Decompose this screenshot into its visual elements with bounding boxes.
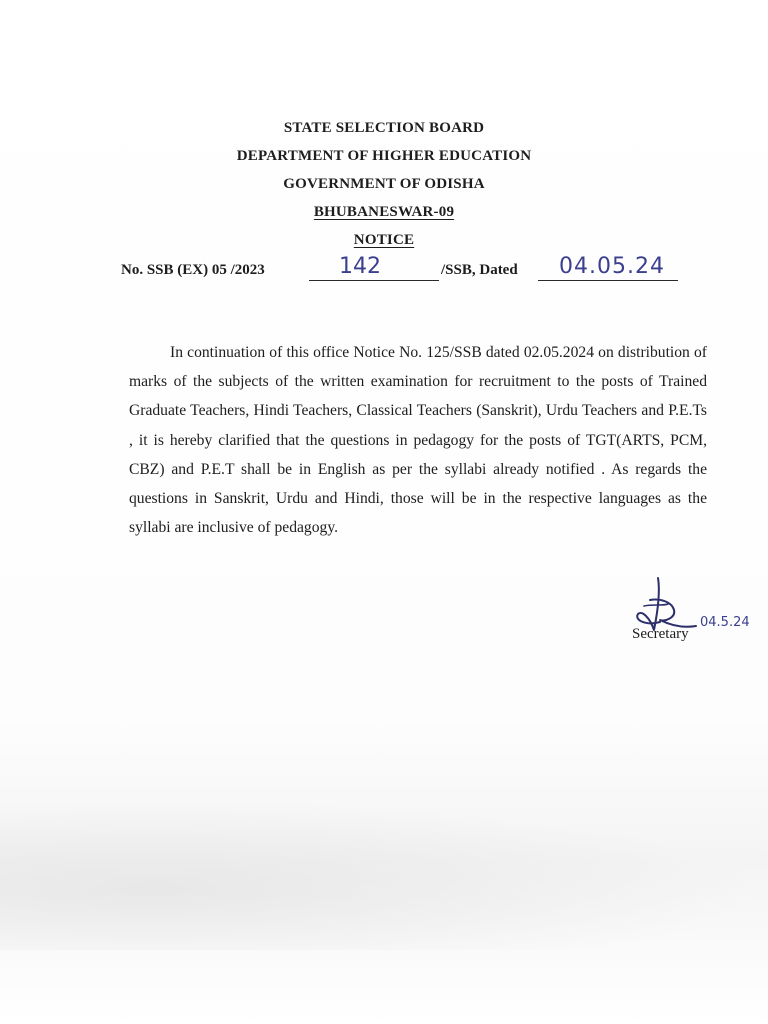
paper-shadow bbox=[0, 800, 768, 950]
reference-prefix: No. SSB (EX) 05 /2023 bbox=[121, 262, 265, 278]
notice-body bbox=[129, 338, 707, 542]
reference-middle: /SSB, Dated bbox=[441, 262, 518, 278]
handwritten-notice-number: 142 bbox=[339, 254, 381, 279]
notice-paragraph: In continuation of this office Notice No. 125/SSB dated 02.05.2024 on distribution of marks of the subjects of the written examination for recruitment to the posts of Trained Graduate Teachers, Hindi Teachers, Classical Teachers (Sanskrit), Urdu Teachers and P.E.Ts , it is hereby clarified that the questions in pedagogy for the posts of TGT(ARTS, PCM, CBZ) and P.E.T shall be in English as per the syllabi already notified . As regards the questions in Sanskrit, Urdu and Hindi, those will be in the respective languages as the syllabi are inclusive of pedagogy. bbox=[129, 344, 707, 537]
signatory-designation: Secretary bbox=[632, 626, 689, 642]
board-name: STATE SELECTION BOARD bbox=[283, 120, 485, 136]
reference-line bbox=[121, 254, 721, 288]
signature-date: 04.5.24 bbox=[700, 615, 750, 630]
notice-title: NOTICE bbox=[353, 232, 415, 248]
government-name: GOVERNMENT OF ODISHA bbox=[283, 176, 485, 192]
department-name: DEPARTMENT OF HIGHER EDUCATION bbox=[236, 148, 532, 164]
handwritten-notice-date: 04.05.24 bbox=[559, 254, 665, 279]
city-name: BHUBANESWAR-09 bbox=[313, 204, 455, 220]
